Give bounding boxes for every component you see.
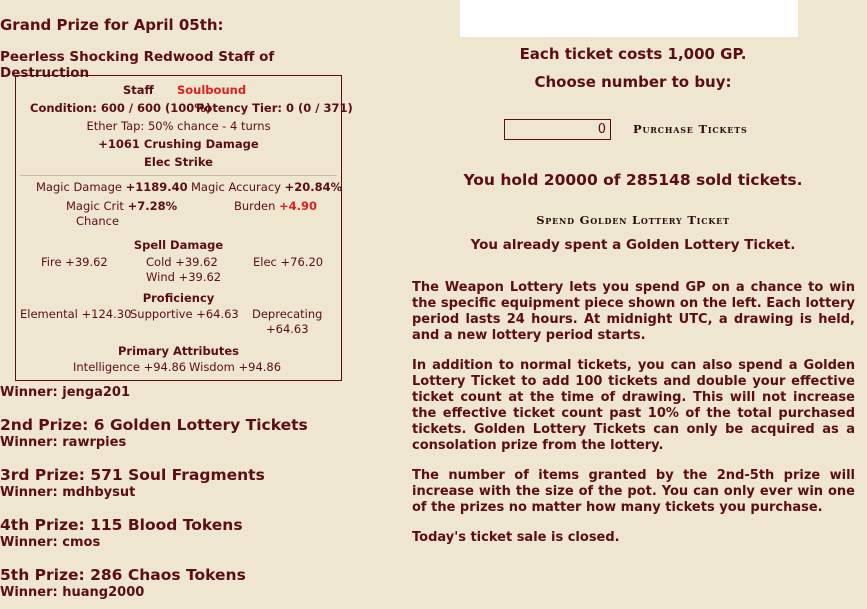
grand-prize-title: Grand Prize for April 05th:	[0, 16, 224, 34]
grand-prize-item-name: Peerless Shocking Redwood Staff of Destruction	[0, 49, 275, 81]
prof-elemental: Elemental +124.30	[20, 307, 132, 321]
prize-2-winner: Winner: rawrpies	[0, 435, 127, 450]
prize-3-title: 3rd Prize: 571 Soul Fragments	[0, 466, 265, 484]
ticket-cost-text: Each ticket costs 1,000 GP.	[519, 45, 747, 63]
item-crushing-damage: +1061 Crushing Damage	[98, 137, 259, 151]
prof-supportive: Supportive +64.63	[130, 307, 239, 321]
purchase-tickets-button[interactable]: Purchase Tickets	[633, 122, 748, 136]
golden-ticket-status: You already spent a Golden Lottery Ticket.	[470, 237, 796, 253]
spell-fire: Fire +39.62	[41, 255, 108, 269]
prize-4-title: 4th Prize: 115 Blood Tokens	[0, 516, 243, 534]
magic-accuracy-value: +20.84%	[284, 180, 343, 194]
sale-closed-text: Today's ticket sale is closed.	[412, 530, 620, 545]
attr-wisdom: Wisdom +94.86	[189, 360, 282, 374]
burden-value: +4.90	[279, 199, 318, 213]
burden-label: Burden	[234, 199, 276, 213]
item-type: Staff	[123, 83, 154, 97]
grand-prize-winner: Winner: jenga201	[0, 385, 130, 400]
tickets-held-text: You hold 20000 of 285148 sold tickets.	[463, 171, 803, 189]
info-paragraph-3: The number of items granted by the 2nd-5th prize will increase with the size of the pot. You can only ever win one of the prizes no matter how many tickets you purchase.	[412, 468, 855, 515]
item-divider	[20, 175, 337, 176]
proficiency-header: Proficiency	[142, 291, 215, 305]
spell-elec: Elec +76.20	[253, 255, 324, 269]
magic-damage-value: +1189.40	[125, 180, 188, 194]
item-elec-strike: Elec Strike	[144, 155, 213, 169]
attr-intelligence: Intelligence +94.86	[73, 360, 187, 374]
item-binding: Soulbound	[177, 83, 247, 97]
item-condition: Condition: 600 / 600 (100%)	[30, 101, 212, 115]
prize-3-winner: Winner: mdhbysut	[0, 485, 136, 500]
prize-5-winner: Winner: huang2000	[0, 585, 145, 600]
item-stats-box	[15, 75, 353, 381]
spell-cold: Cold +39.62	[146, 255, 218, 269]
item-ether-tap: Ether Tap: 50% chance - 4 turns	[86, 119, 271, 133]
banner-placeholder	[460, 0, 798, 37]
info-paragraph-1: The Weapon Lottery lets you spend GP on a chance to win the specific equipment piece shown on the left. Each lottery period lasts 24 hours. At midnight UTC, a drawing is held, and a new lottery period starts.	[412, 280, 855, 343]
magic-accuracy-label: Magic Accuracy	[191, 180, 281, 194]
spell-wind: Wind +39.62	[146, 270, 222, 284]
spell-damage-header: Spell Damage	[133, 238, 224, 252]
magic-crit-label: Magic Crit	[66, 199, 124, 213]
info-paragraph-2: In addition to normal tickets, you can also spend a Golden Lottery Ticket to add 100 tickets and double your effective ticket count at the time of drawing. This will not increase the effective ticket count past 10% of the total purchased tickets. Golden Lottery Tickets can only be acquired as a consolation prize from the lottery.	[412, 358, 855, 453]
spend-golden-ticket-button[interactable]: Spend Golden Lottery Ticket	[536, 213, 730, 227]
primary-attributes-header: Primary Attributes	[117, 344, 240, 358]
prof-deprecating-value: +64.63	[266, 322, 309, 336]
prize-2-title: 2nd Prize: 6 Golden Lottery Tickets	[0, 416, 308, 434]
choose-number-text: Choose number to buy:	[534, 73, 732, 91]
magic-damage-label: Magic Damage	[36, 180, 122, 194]
item-potency: Potency Tier: 0 (0 / 371)	[196, 101, 353, 115]
magic-crit-label-2: Chance	[76, 214, 120, 228]
ticket-quantity-input[interactable]	[504, 119, 611, 140]
prize-4-winner: Winner: cmos	[0, 535, 101, 550]
magic-crit-value: +7.28%	[127, 199, 178, 213]
prize-5-title: 5th Prize: 286 Chaos Tokens	[0, 566, 246, 584]
prof-deprecating-label: Deprecating	[252, 307, 323, 321]
